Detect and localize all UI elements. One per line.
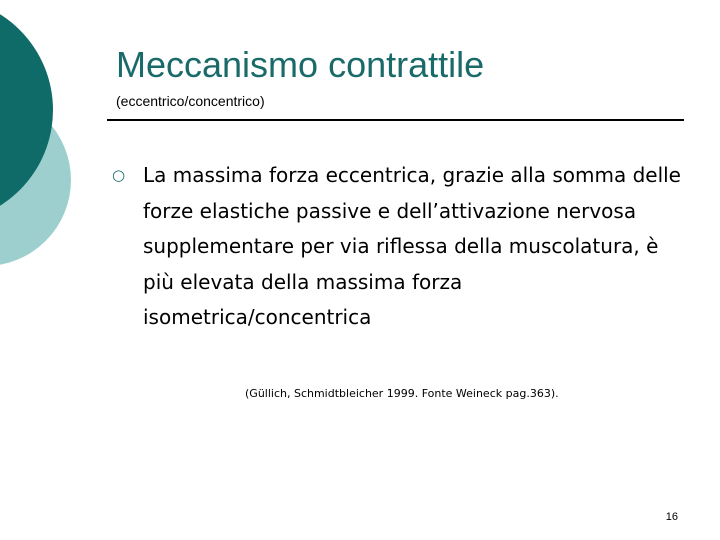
slide-title: Meccanismo contrattile — [116, 44, 485, 85]
bullet-text: La massima forza eccentrica, grazie alla somma delle forze elastiche passive e dell’attivazione nervosa supplementare per via riflessa della muscolatura, è più elevata della massima forza isometrica/concentrica — [143, 163, 681, 329]
bullet-circle-icon: ○ — [112, 166, 126, 184]
decorative-circles — [0, 0, 110, 300]
citation: (Güllich, Schmidtbleicher 1999. Fonte Weineck pag.363). — [245, 387, 559, 400]
slide-subtitle: (eccentrico/concentrico) — [116, 93, 265, 109]
title-divider — [107, 119, 684, 121]
page-number: 16 — [665, 511, 678, 523]
